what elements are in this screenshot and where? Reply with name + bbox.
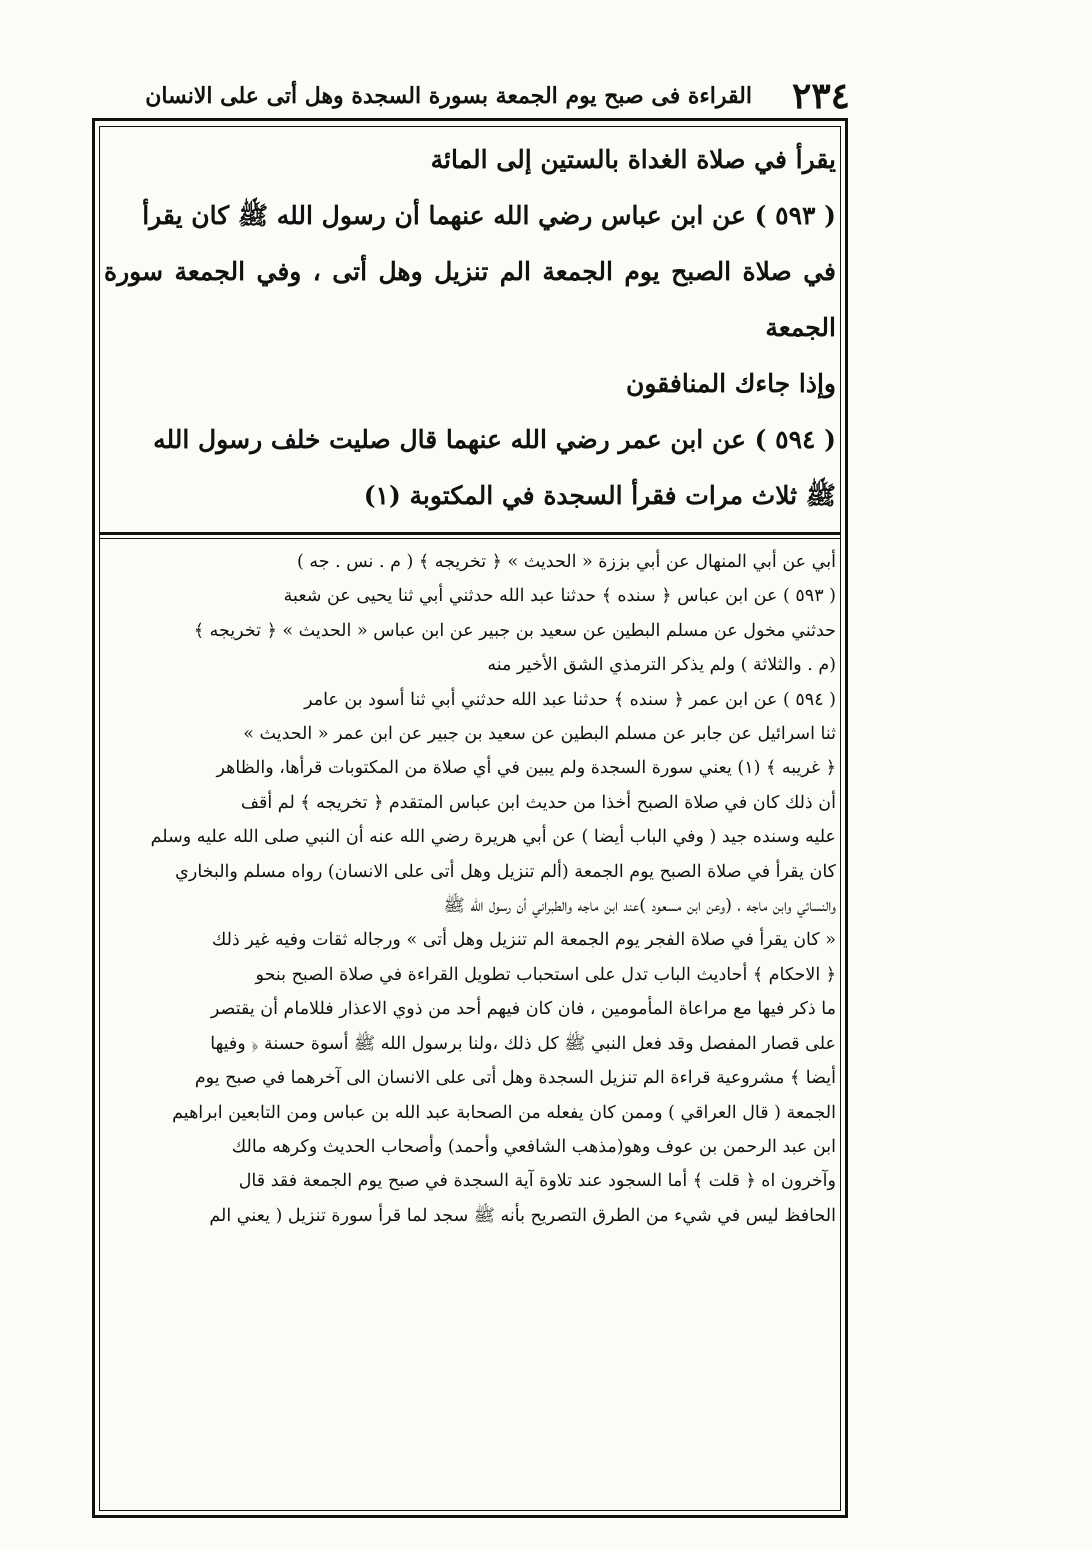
page-content <box>100 128 840 1233</box>
hadith-line: يقرأ في صلاة الغداة بالستين إلى المائة <box>430 145 836 174</box>
section-divider <box>100 532 840 539</box>
commentary-line: ابن عبد الرحمن بن عوف وهو(مذهب الشافعي وأحمد) وأصحاب الحديث وكرهه مالك <box>231 1136 836 1157</box>
commentary-line: كان يقرأ في صلاة الصبح يوم الجمعة (ألم تنزيل وهل أتى على الانسان) رواه مسلم والبخاري <box>175 861 836 882</box>
commentary-line: ﴿ غريبه ﴾ (١) يعني سورة السجدة ولم يبين في أي صلاة من المكتوبات قرأها، والظاهر <box>216 758 836 779</box>
hadith-line: ( ٥٩٣ ) عن ابن عباس رضي الله عنهما أن رسول الله ﷺ كان يقرأ <box>142 201 836 230</box>
commentary-line: ( ٥٩٤ ) عن ابن عمر ﴿ سنده ﴾ حدثنا عبد الله حدثني أبي ثنا أسود بن عامر <box>304 689 836 710</box>
commentary-line: أيضا ﴾ مشروعية قراءة الم تنزيل السجدة وهل أتى على الانسان الى آخرهما في صبح يوم <box>194 1068 836 1089</box>
hadith-line: ﷺ ثلاث مرات فقرأ السجدة في المكتوبة (١) <box>363 481 836 510</box>
commentary-line: أن ذلك كان في صلاة الصبح أخذا من حديث ابن عباس المتقدم ﴿ تخريجه ﴾ لم أقف <box>240 792 836 813</box>
commentary-line: أبي عن أبي المنهال عن أبي بززة « الحديث » ﴿ تخريجه ﴾ ( م . نس . جه ) <box>296 552 836 572</box>
commentary-line: ثنا اسرائيل عن جابر عن مسلم البطين عن سعيد بن جبير عن ابن عمر « الحديث » <box>243 724 836 745</box>
running-title: القراءة فى صبح يوم الجمعة بسورة السجدة وهل أتى على الانسان <box>145 83 752 109</box>
commentary-line: عليه وسنده جيد ( وفي الباب أيضا ) عن أبي هريرة رضي الله عنه أن النبي صلى الله عليه وسلم <box>150 827 836 848</box>
commentary-line: حدثني مخول عن مسلم البطين عن سعيد بن جبير عن ابن عباس « الحديث » ﴿ تخريجه ﴾ <box>193 620 836 641</box>
commentary-line: (م . والثلاثة ) ولم يذكر الترمذي الشق الأخير منه <box>487 655 836 676</box>
hadith-line: وإذا جاءك المنافقون <box>626 369 836 398</box>
commentary-line: « كان يقرأ في صلاة الفجر يوم الجمعة الم تنزيل وهل أتى » ورجاله ثقات وفيه غير ذلك <box>211 930 836 951</box>
page-header <box>110 74 850 118</box>
commentary-line: على قصار المفصل وقد فعل النبي ﷺ كل ذلك ،ولنا برسول الله ﷺ أسوة حسنة ﴿ وفيها <box>210 1033 836 1054</box>
commentary-line: ( ٥٩٣ ) عن ابن عباس ﴿ سنده ﴾ حدثنا عبد الله حدثني أبي ثنا يحيى عن شعبة <box>283 586 836 607</box>
hadith-line: ( ٥٩٤ ) عن ابن عمر رضي الله عنهما قال صليت خلف رسول الله <box>153 425 836 454</box>
commentary-line: الجمعة ( قال العراقي ) وممن كان يفعله من الصحابة عبد الله بن عباس ومن التابعين ابراهيم <box>172 1102 836 1123</box>
commentary-text <box>100 545 840 1233</box>
commentary-line: ﴿ الاحكام ﴾ أحاديث الباب تدل على استحباب تطويل القراءة في صلاة الصبح بنحو <box>255 964 836 985</box>
commentary-line: وآخرون اه ﴿ قلت ﴾ أما السجود عند تلاوة آية السجدة في صبح يوم الجمعة فقد قال <box>238 1171 836 1192</box>
commentary-line: الحافظ ليس في شيء من الطرق التصريح بأنه ﷺ سجد لما قرأ سورة تنزيل ( يعني الم <box>209 1205 836 1226</box>
page-number: ٢٣٤ <box>791 75 850 117</box>
commentary-line: والنسائي وابن ماجه ، (وعن ابن مسعود )عند ابن ماجه والطبراني أن رسول الله ﷺ <box>443 896 836 917</box>
hadith-text <box>100 128 840 524</box>
commentary-line: ما ذكر فيها مع مراعاة المأمومين ، فان كان فيهم أحد من ذوي الاعذار فللامام أن يقتصر <box>210 999 836 1020</box>
hadith-line: في صلاة الصبح يوم الجمعة الم تنزيل وهل أتى ، وفي الجمعة سورة الجمعة <box>104 257 836 342</box>
